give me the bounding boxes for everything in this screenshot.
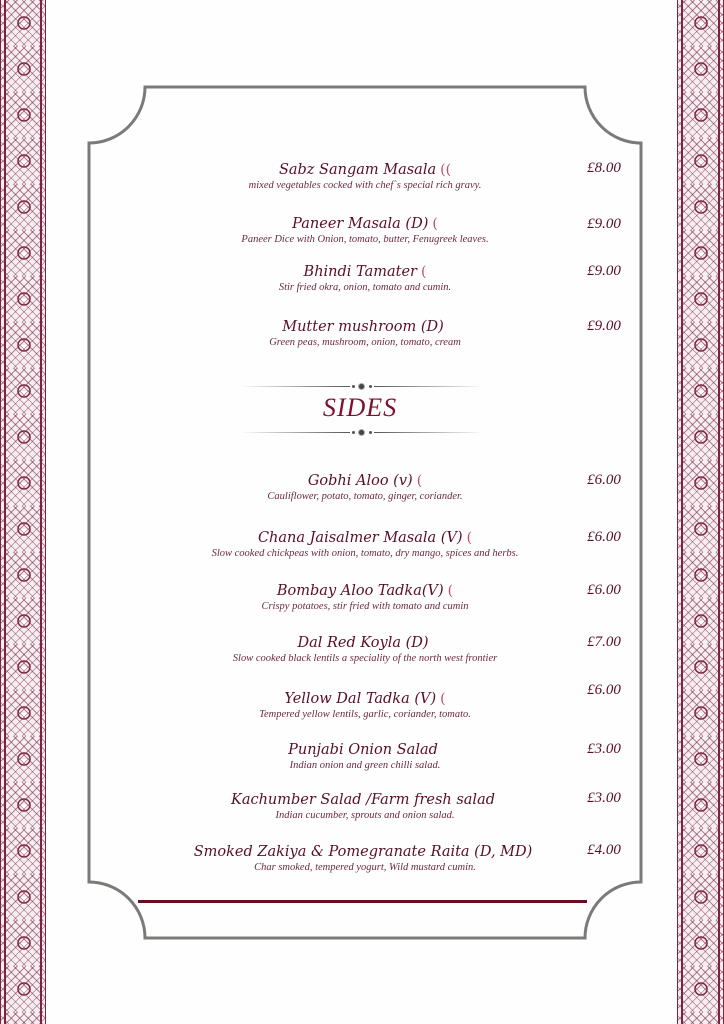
item-name: Gobhi Aloo (v) bbox=[307, 473, 413, 489]
menu-item bbox=[140, 529, 590, 560]
item-price: £3.00 bbox=[587, 790, 621, 806]
menu-item bbox=[140, 263, 590, 294]
item-name: Smoked Zakiya & Pomegranate Raita (D, MD) bbox=[193, 844, 533, 860]
item-description: Cauliflower, potato, tomato, ginger, coriander. bbox=[267, 491, 463, 502]
item-price: £8.00 bbox=[587, 160, 621, 176]
menu-item bbox=[140, 161, 590, 192]
item-price: £6.00 bbox=[587, 682, 621, 698]
menu-item bbox=[140, 634, 590, 665]
item-description: Indian cucumber, sprouts and onion salad. bbox=[275, 810, 455, 821]
section-title-sides: SIDES bbox=[322, 393, 398, 422]
item-description: Crispy potatoes, stir fried with tomato and cumin bbox=[261, 601, 469, 612]
item-name: Yellow Dal Tadka (V) bbox=[284, 691, 437, 707]
menu-item bbox=[140, 690, 590, 721]
menu-item bbox=[140, 318, 590, 349]
item-price: £9.00 bbox=[587, 263, 621, 279]
ornament-divider-bottom bbox=[240, 428, 484, 437]
item-name: Dal Red Koyla (D) bbox=[297, 635, 429, 651]
item-description: Tempered yellow lentils, garlic, coriander, tomato. bbox=[259, 709, 471, 720]
item-price: £7.00 bbox=[587, 634, 621, 650]
menu-item bbox=[120, 843, 610, 874]
item-price: £6.00 bbox=[587, 529, 621, 545]
item-name: Bhindi Tamater bbox=[303, 264, 417, 280]
item-description: mixed vegetables cocked with chef`s special rich gravy. bbox=[248, 180, 482, 191]
footer-divider bbox=[138, 900, 587, 903]
item-description: Char smoked, tempered yogurt, Wild mustard cumin. bbox=[254, 862, 476, 873]
item-price: £9.00 bbox=[587, 216, 621, 232]
chilli-icon: ( bbox=[466, 530, 473, 546]
item-price: £6.00 bbox=[587, 472, 621, 488]
chilli-icon: ( bbox=[447, 583, 454, 599]
item-name: Paneer Masala (D) bbox=[292, 216, 429, 232]
item-price: £9.00 bbox=[587, 318, 621, 334]
chilli-icon: ( bbox=[416, 473, 423, 489]
decorative-border-right bbox=[677, 0, 724, 1024]
chilli-icon: ( bbox=[420, 264, 427, 280]
item-description: Slow cooked chickpeas with onion, tomato, dry mango, spices and herbs. bbox=[211, 548, 519, 559]
item-description: Green peas, mushroom, onion, tomato, cream bbox=[269, 337, 461, 348]
ornament-divider-top bbox=[240, 382, 484, 391]
chilli-icon: ( bbox=[432, 216, 438, 232]
item-name: Sabz Sangam Masala bbox=[278, 162, 437, 178]
menu-item bbox=[140, 472, 590, 503]
item-name: Mutter mushroom (D) bbox=[282, 319, 444, 335]
item-description: Paneer Dice with Onion, tomato, butter, Fenugreek leaves. bbox=[241, 234, 489, 245]
item-name: Kachumber Salad /Farm fresh salad bbox=[231, 792, 495, 808]
chilli-icon: ( bbox=[440, 691, 446, 707]
item-description: Slow cooked black lentils a speciality of the north west frontier bbox=[232, 653, 498, 664]
item-description: Stir fried okra, onion, tomato and cumin. bbox=[278, 282, 452, 293]
menu-item bbox=[140, 215, 590, 246]
item-price: £4.00 bbox=[587, 842, 621, 858]
item-description: Indian onion and green chilli salad. bbox=[289, 760, 441, 771]
decorative-border-left bbox=[0, 0, 46, 1024]
chilli-icon: (( bbox=[440, 162, 452, 178]
item-name: Bombay Aloo Tadka(V) bbox=[276, 583, 444, 599]
item-name: Punjabi Onion Salad bbox=[288, 742, 438, 758]
menu-item bbox=[140, 791, 590, 822]
item-price: £6.00 bbox=[587, 582, 621, 598]
item-name: Chana Jaisalmer Masala (V) bbox=[257, 530, 463, 546]
item-price: £3.00 bbox=[587, 741, 621, 757]
menu-item bbox=[140, 741, 590, 772]
menu-item bbox=[140, 582, 590, 613]
